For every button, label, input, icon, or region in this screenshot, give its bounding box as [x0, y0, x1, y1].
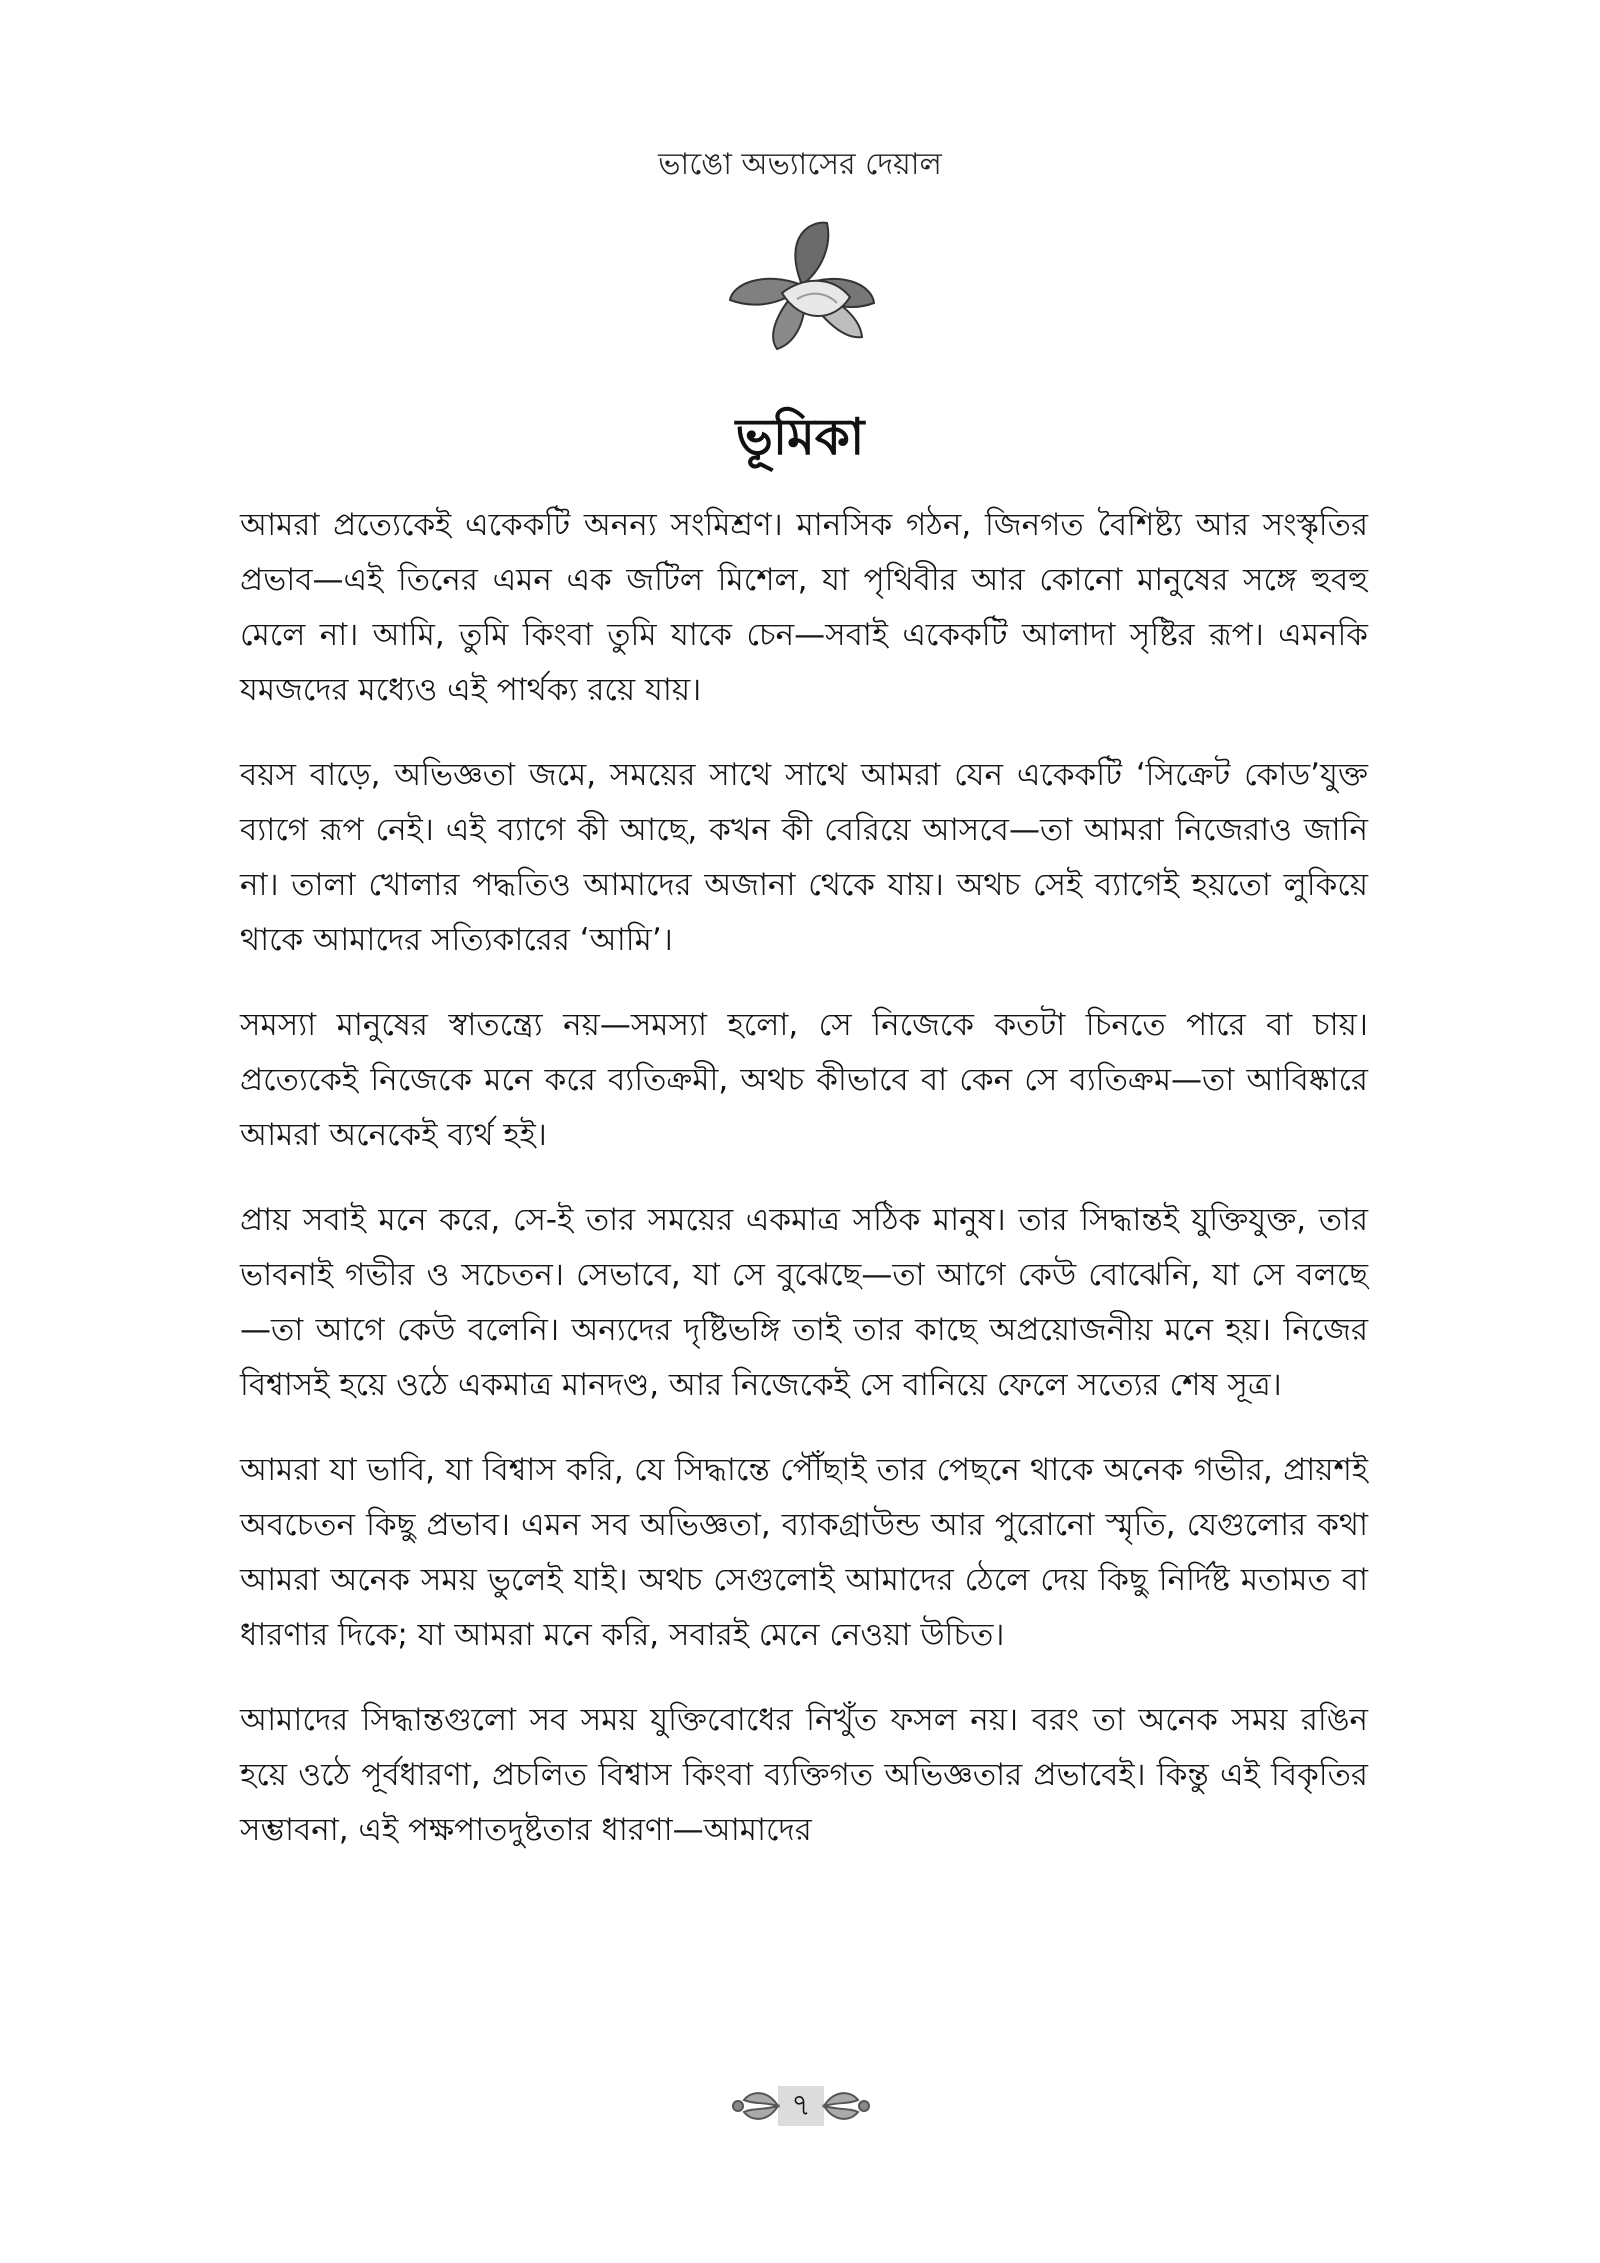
paragraph: আমরা প্রত্যেকেই একেকটি অনন্য সংমিশ্রণ। মানসিক গঠন, জিনগত বৈশিষ্ট্য আর সংস্কৃতির প্রভাব—এই তিনের এমন এক জটিল মিশেল, যা পৃথিবীর আর কোনো মানুষের সঙ্গে হুবহু মেলে না। আমি, তুমি কিংবা তুমি যাকে চেন—সবাই একেকটি আলাদা সৃষ্টির রূপ। এমনকি যমজদের মধ্যেও এই পার্থক্য রয়ে যায়। [240, 507, 1368, 708]
chapter-title: ভূমিকা [735, 408, 865, 466]
paragraph: সমস্যা মানুষের স্বাতন্ত্র্যে নয়—সমস্যা হলো, সে নিজেকে কতটা চিনতে পারে বা চায়। প্রত্যেকেই নিজেকে মনে করে ব্যতিক্রমী, অথচ কীভাবে বা কেন সে ব্যতিক্রম—তা আবিষ্কারে আমরা অনেকেই ব্যর্থ হই। [240, 1007, 1368, 1153]
body-text [240, 498, 1368, 1888]
page-footer [0, 2082, 1600, 2132]
paragraph: বয়স বাড়ে, অভিজ্ঞতা জমে, সময়ের সাথে সাথে আমরা যেন একেকটি ‘সিক্রেট কোড’যুক্ত ব্যাগে রূপ নেই। এই ব্যাগে কী আছে, কখন কী বেরিয়ে আসবে—তা আমরা নিজেরাও জানি না। তালা খোলার পদ্ধতিও আমাদের অজানা থেকে যায়। অথচ সেই ব্যাগেই হয়তো লুকিয়ে থাকে আমাদের সত্যিকারের ‘আমি’। [240, 757, 1368, 958]
paragraph: আমাদের সিদ্ধান্তগুলো সব সময় যুক্তিবোধের নিখুঁত ফসল নয়। বরং তা অনেক সময় রঙিন হয়ে ওঠে পূর্বধারণা, প্রচলিত বিশ্বাস কিংবা ব্যক্তিগত অভিজ্ঞতার প্রভাবেই। কিন্তু এই বিকৃতির সম্ভাবনা, এই পক্ষপাতদুষ্টতার ধারণা—আমাদের [240, 1702, 1368, 1848]
leaf-flower-icon [722, 215, 882, 355]
running-header: ভাঙো অভ্যাসের দেয়াল [658, 147, 942, 182]
paragraph: আমরা যা ভাবি, যা বিশ্বাস করি, যে সিদ্ধান্তে পৌঁছাই তার পেছনে থাকে অনেক গভীর, প্রায়শই অবচেতন কিছু প্রভাব। এমন সব অভিজ্ঞতা, ব্যাকগ্রাউন্ড আর পুরোনো স্মৃতি, যেগুলোর কথা আমরা অনেক সময় ভুলেই যাই। অথচ সেগুলোই আমাদের ঠেলে দেয় কিছু নির্দিষ্ট মতামত বা ধারণার দিকে; যা আমরা মনে করি, সবারই মেনে নেওয়া উচিত। [240, 1452, 1368, 1653]
page-number: ৭ [791, 2088, 811, 2123]
paragraph: প্রায় সবাই মনে করে, সে-ই তার সময়ের একমাত্র সঠিক মানুষ। তার সিদ্ধান্তই যুক্তিযুক্ত, তার ভাবনাই গভীর ও সচেতন। সেভাবে, যা সে বুঝেছে—তা আগে কেউ বোঝেনি, যা সে বলছে—তা আগে কেউ বলেনি। অন্যদের দৃষ্টিভঙ্গি তাই তার কাছে অপ্রয়োজনীয় মনে হয়। নিজের বিশ্বাসই হয়ে ওঠে একমাত্র মানদণ্ড, আর নিজেকেই সে বানিয়ে ফেলে সত্যের শেষ সূত্র। [240, 1202, 1368, 1403]
